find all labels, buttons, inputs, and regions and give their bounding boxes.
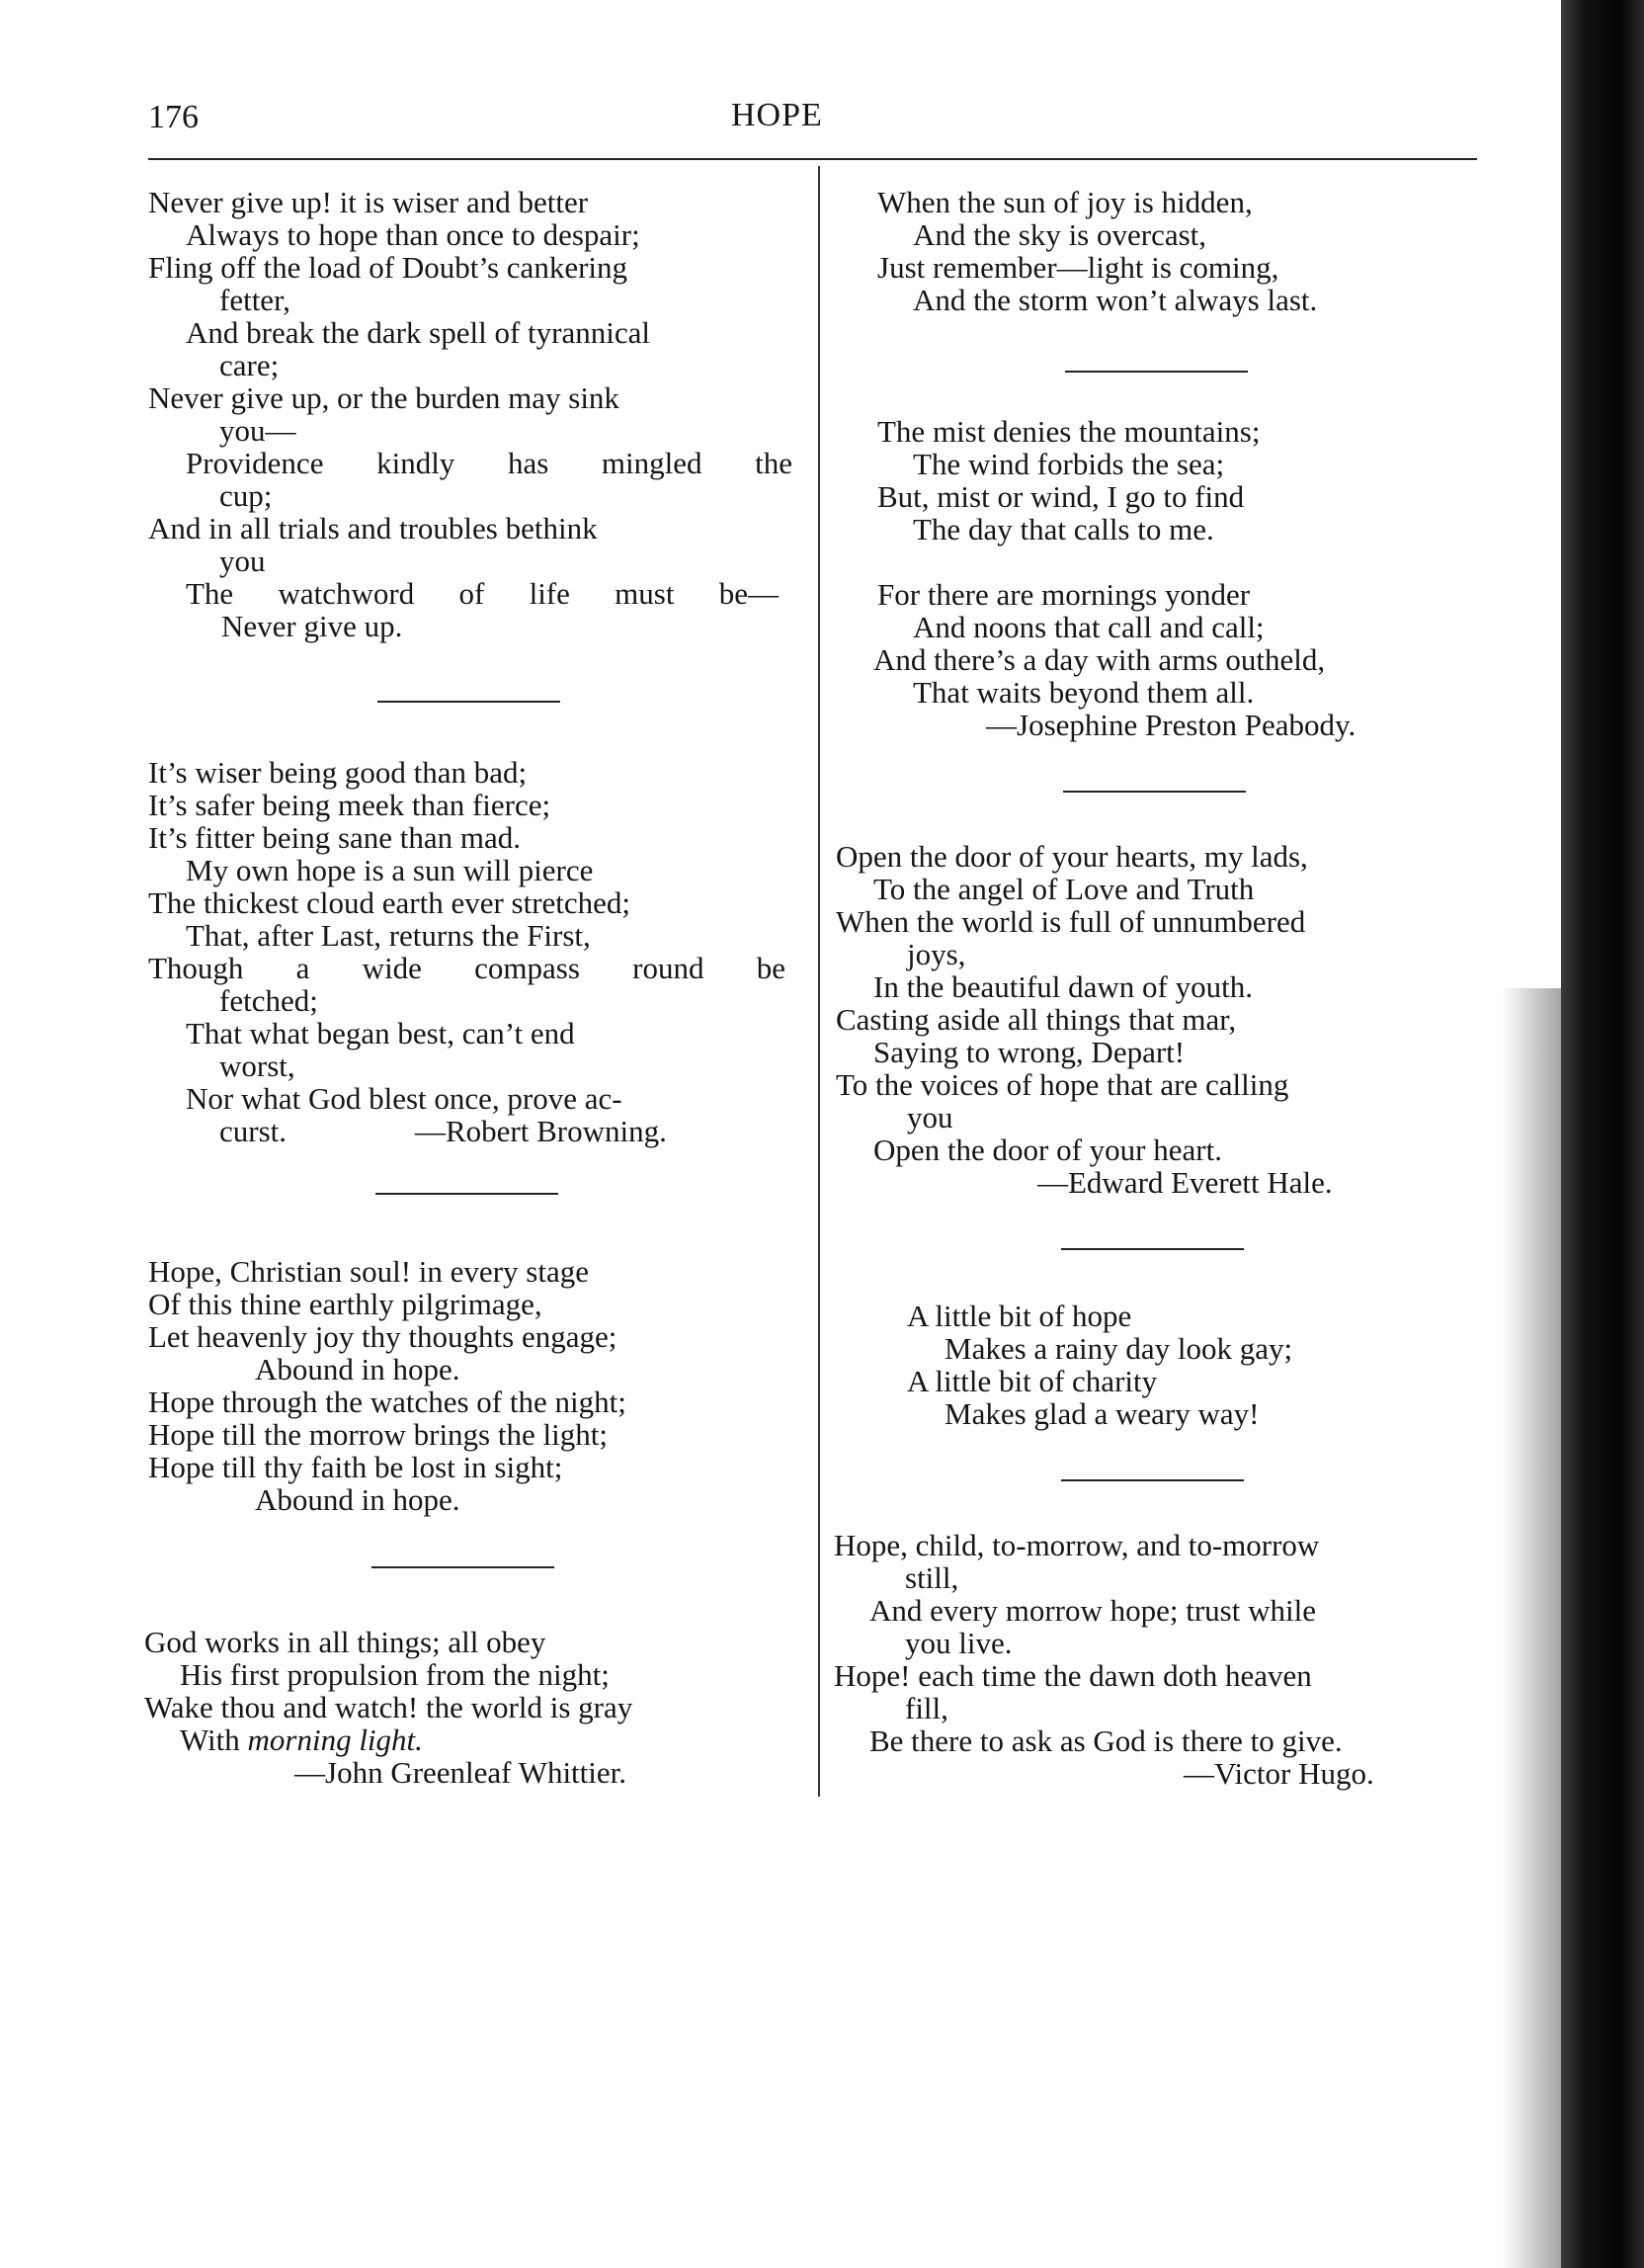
poem-line <box>219 1115 863 1147</box>
left-poem-never-give-up <box>148 186 792 642</box>
poem-line: care; <box>219 348 280 382</box>
poem-line: My own hope is a sun will pierce <box>186 853 594 887</box>
right-poem-peabody <box>873 414 1480 742</box>
poem-line: Be there to ask as God is there to give. <box>869 1723 1343 1758</box>
running-head: HOPE <box>731 97 823 133</box>
poem-line: And break the dark spell of tyrannical <box>186 315 650 350</box>
attribution: —John Greenleaf Whittier. <box>294 1755 627 1790</box>
poem-line: cup; <box>219 478 273 513</box>
poem-line: For there are mornings yonder <box>877 577 1251 612</box>
poem-line: Providence kindly has mingled the <box>186 446 792 480</box>
poem-line: Just remember—light is coming, <box>877 250 1279 285</box>
poem-line: Makes glad a weary way! <box>945 1396 1260 1431</box>
attribution: —Edward Everett Hale. <box>1037 1165 1333 1200</box>
section-separator <box>1065 371 1248 373</box>
poem-line: Wake thou and watch! the world is gray <box>144 1690 633 1724</box>
section-separator <box>371 1566 554 1568</box>
poem-line: Hope, Christian soul! in every stage <box>148 1254 589 1289</box>
header-rule <box>148 158 1477 160</box>
poem-line: The watchword of life must be— <box>186 576 779 611</box>
poem-line: And noons that call and call; <box>913 610 1265 644</box>
poem-line: When the world is full of unnumbered <box>836 904 1306 939</box>
poem-line <box>180 1723 828 1756</box>
poem-line: Hope! each time the dawn doth heaven <box>834 1658 1312 1693</box>
section-separator <box>1061 1248 1244 1250</box>
stanza-gap <box>877 546 1480 578</box>
attribution: —Victor Hugo. <box>1184 1756 1374 1791</box>
poem-line: still, <box>905 1560 959 1595</box>
poem-line: God works in all things; all obey <box>144 1625 546 1659</box>
poem-line: Open the door of your heart. <box>873 1133 1222 1167</box>
poem-line: But, mist or wind, I go to find <box>877 479 1245 514</box>
poem-line: It’s wiser being good than bad; <box>148 755 528 790</box>
poem-line: Though a wide compass round be <box>148 951 785 985</box>
section-separator <box>1063 791 1246 793</box>
poem-line: The wind forbids the sea; <box>913 447 1225 481</box>
poem-line: Abound in hope. <box>255 1482 460 1517</box>
right-poem-hale <box>836 840 1478 1199</box>
poem-line: joys, <box>907 937 966 971</box>
poem-line: Abound in hope. <box>255 1352 460 1386</box>
section-separator <box>1061 1479 1244 1481</box>
poem-line: And the sky is overcast, <box>913 217 1207 252</box>
poem-line: That, after Last, returns the First, <box>186 918 591 953</box>
poem-line: Makes a rainy day look gay; <box>945 1331 1293 1366</box>
poem-line: To the angel of Love and Truth <box>873 872 1255 906</box>
poem-line: That waits beyond them all. <box>913 675 1255 710</box>
poem-line: worst, <box>219 1049 295 1083</box>
poem-line: A little bit of charity <box>907 1364 1158 1398</box>
scan-binding-edge <box>1561 0 1644 2268</box>
poem-line: His first propulsion from the night; <box>180 1657 610 1692</box>
poem-line: That what began best, can’t end <box>186 1016 575 1050</box>
poem-line: To the voices of hope that are calling <box>836 1067 1289 1102</box>
poem-line: Fling off the load of Doubt’s cankering <box>148 250 628 285</box>
poem-line: Never give up. <box>221 609 403 643</box>
poem-line: It’s safer being meek than fierce; <box>148 788 551 822</box>
poem-line: Let heavenly joy thy thoughts engage; <box>148 1319 617 1354</box>
left-poem-browning <box>148 756 792 1147</box>
poem-line: Of this thine earthly pilgrimage, <box>148 1287 542 1321</box>
poem-line: Open the door of your hearts, my lads, <box>836 839 1308 874</box>
poem-line: you <box>219 544 266 578</box>
poem-line: Always to hope than once to despair; <box>186 217 640 252</box>
poem-line-text: With <box>180 1722 248 1757</box>
left-poem-christian-soul <box>148 1255 792 1516</box>
poem-line: Hope through the watches of the night; <box>148 1385 626 1419</box>
poem-line: Never give up, or the burden may sink <box>148 380 619 415</box>
poem-line: It’s fitter being sane than mad. <box>148 820 522 855</box>
poem-line: Never give up! it is wiser and better <box>148 185 589 219</box>
poem-line: The day that calls to me. <box>913 512 1214 546</box>
section-separator <box>375 1193 558 1195</box>
poem-line: The thickest cloud earth ever stretched; <box>148 885 631 920</box>
poem-line: Nor what God blest once, prove ac- <box>186 1081 622 1116</box>
poem-line: The mist denies the mountains; <box>877 414 1261 449</box>
column-divider <box>818 166 820 1797</box>
left-poem-whittier <box>144 1626 792 1789</box>
poem-line: When the sun of joy is hidden, <box>877 185 1253 219</box>
poem-line: you live. <box>905 1626 1013 1660</box>
poem-line: fill, <box>905 1691 948 1725</box>
page-number: 176 <box>148 99 199 135</box>
poem-line: fetched; <box>219 983 318 1018</box>
right-poem-hugo <box>834 1529 1478 1790</box>
poem-line: A little bit of hope <box>907 1299 1132 1333</box>
poem-line: And the storm won’t always last. <box>913 283 1318 317</box>
poem-line: Hope till thy faith be lost in sight; <box>148 1450 563 1484</box>
poem-line: fetter, <box>219 283 290 317</box>
poem-line: And every morrow hope; trust while <box>869 1593 1316 1628</box>
poem-line: you— <box>219 413 296 448</box>
scan-shadow <box>1502 988 1561 2268</box>
italic-phrase: morning light. <box>247 1722 423 1757</box>
poem-line-text: curst. <box>219 1114 288 1148</box>
poem-line: Hope till the morrow brings the light; <box>148 1417 608 1452</box>
poem-line: Saying to wrong, Depart! <box>873 1035 1186 1069</box>
poem-line: In the beautiful dawn of youth. <box>873 969 1253 1004</box>
attribution: —Josephine Preston Peabody. <box>986 708 1356 742</box>
poem-line: Hope, child, to-morrow, and to-morrow <box>834 1528 1320 1562</box>
right-poem-little-bit-of-hope <box>907 1300 1460 1430</box>
poem-line: Casting aside all things that mar, <box>836 1002 1237 1037</box>
poem-line: you <box>907 1100 953 1134</box>
section-separator <box>377 701 560 703</box>
poem-line: And there’s a day with arms outheld, <box>873 642 1326 677</box>
attribution: —Robert Browning. <box>415 1114 667 1148</box>
poem-line: And in all trials and troubles bethink <box>148 511 598 546</box>
right-poem-sun-of-joy <box>877 186 1480 316</box>
